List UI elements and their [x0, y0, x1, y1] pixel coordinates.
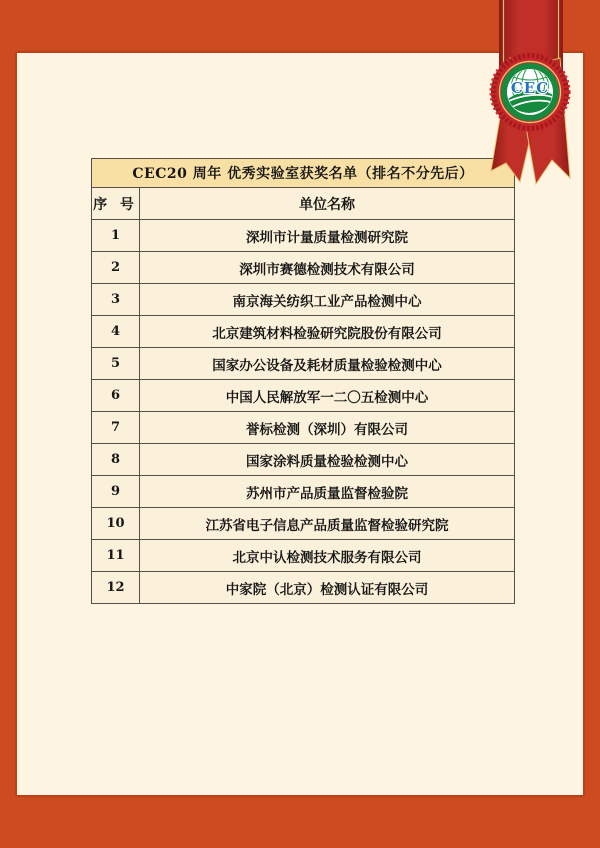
row-index-cell: 10 — [92, 508, 140, 540]
table-row — [92, 476, 515, 508]
row-index-cell: 9 — [92, 476, 140, 508]
row-index-cell: 11 — [92, 540, 140, 572]
row-index-cell: 8 — [92, 444, 140, 476]
row-org-name-cell: 北京中认检测技术服务有限公司 — [140, 540, 515, 572]
row-org-name-cell: 深圳市赛德检测技术有限公司 — [140, 252, 515, 284]
award-table-body — [92, 220, 515, 604]
row-org-name-cell: 江苏省电子信息产品质量监督检验研究院 — [140, 508, 515, 540]
row-index-cell: 3 — [92, 284, 140, 316]
row-index-cell: 4 — [92, 316, 140, 348]
row-index-cell: 7 — [92, 412, 140, 444]
table-row — [92, 444, 515, 476]
row-org-name-cell: 南京海关纺织工业产品检测中心 — [140, 284, 515, 316]
row-org-name-cell: 中国人民解放军一二〇五检测中心 — [140, 380, 515, 412]
row-org-name-cell: 北京建筑材料检验研究院股份有限公司 — [140, 316, 515, 348]
table-row — [92, 316, 515, 348]
row-org-name-cell: 深圳市计量质量检测研究院 — [140, 220, 515, 252]
table-row — [92, 380, 515, 412]
row-org-name-cell: 国家办公设备及耗材质量检验检测中心 — [140, 348, 515, 380]
table-row — [92, 572, 515, 604]
table-row — [92, 412, 515, 444]
table-row — [92, 508, 515, 540]
table-header-row — [92, 188, 515, 220]
table-row — [92, 284, 515, 316]
table-row — [92, 348, 515, 380]
cec-logo-text: CEC — [510, 79, 550, 97]
row-org-name-cell: 苏州市产品质量监督检验院 — [140, 476, 515, 508]
award-table — [91, 158, 515, 604]
row-index-cell: 1 — [92, 220, 140, 252]
row-index-cell: 6 — [92, 380, 140, 412]
table-row — [92, 252, 515, 284]
table-row — [92, 220, 515, 252]
cec-badge — [460, 0, 600, 200]
row-index-cell: 5 — [92, 348, 140, 380]
row-index-cell: 12 — [92, 572, 140, 604]
row-org-name-cell: 中家院（北京）检测认证有限公司 — [140, 572, 515, 604]
table-title-row — [92, 159, 515, 188]
table-row — [92, 540, 515, 572]
row-index-cell: 2 — [92, 252, 140, 284]
column-header-org-name: 单位名称 — [140, 188, 515, 220]
row-org-name-cell: 誉标检测（深圳）有限公司 — [140, 412, 515, 444]
row-org-name-cell: 国家涂料质量检验检测中心 — [140, 444, 515, 476]
table-title: CEC20 周年 优秀实验室获奖名单（排名不分先后） — [92, 159, 515, 188]
column-header-index: 序 号 — [92, 188, 140, 220]
